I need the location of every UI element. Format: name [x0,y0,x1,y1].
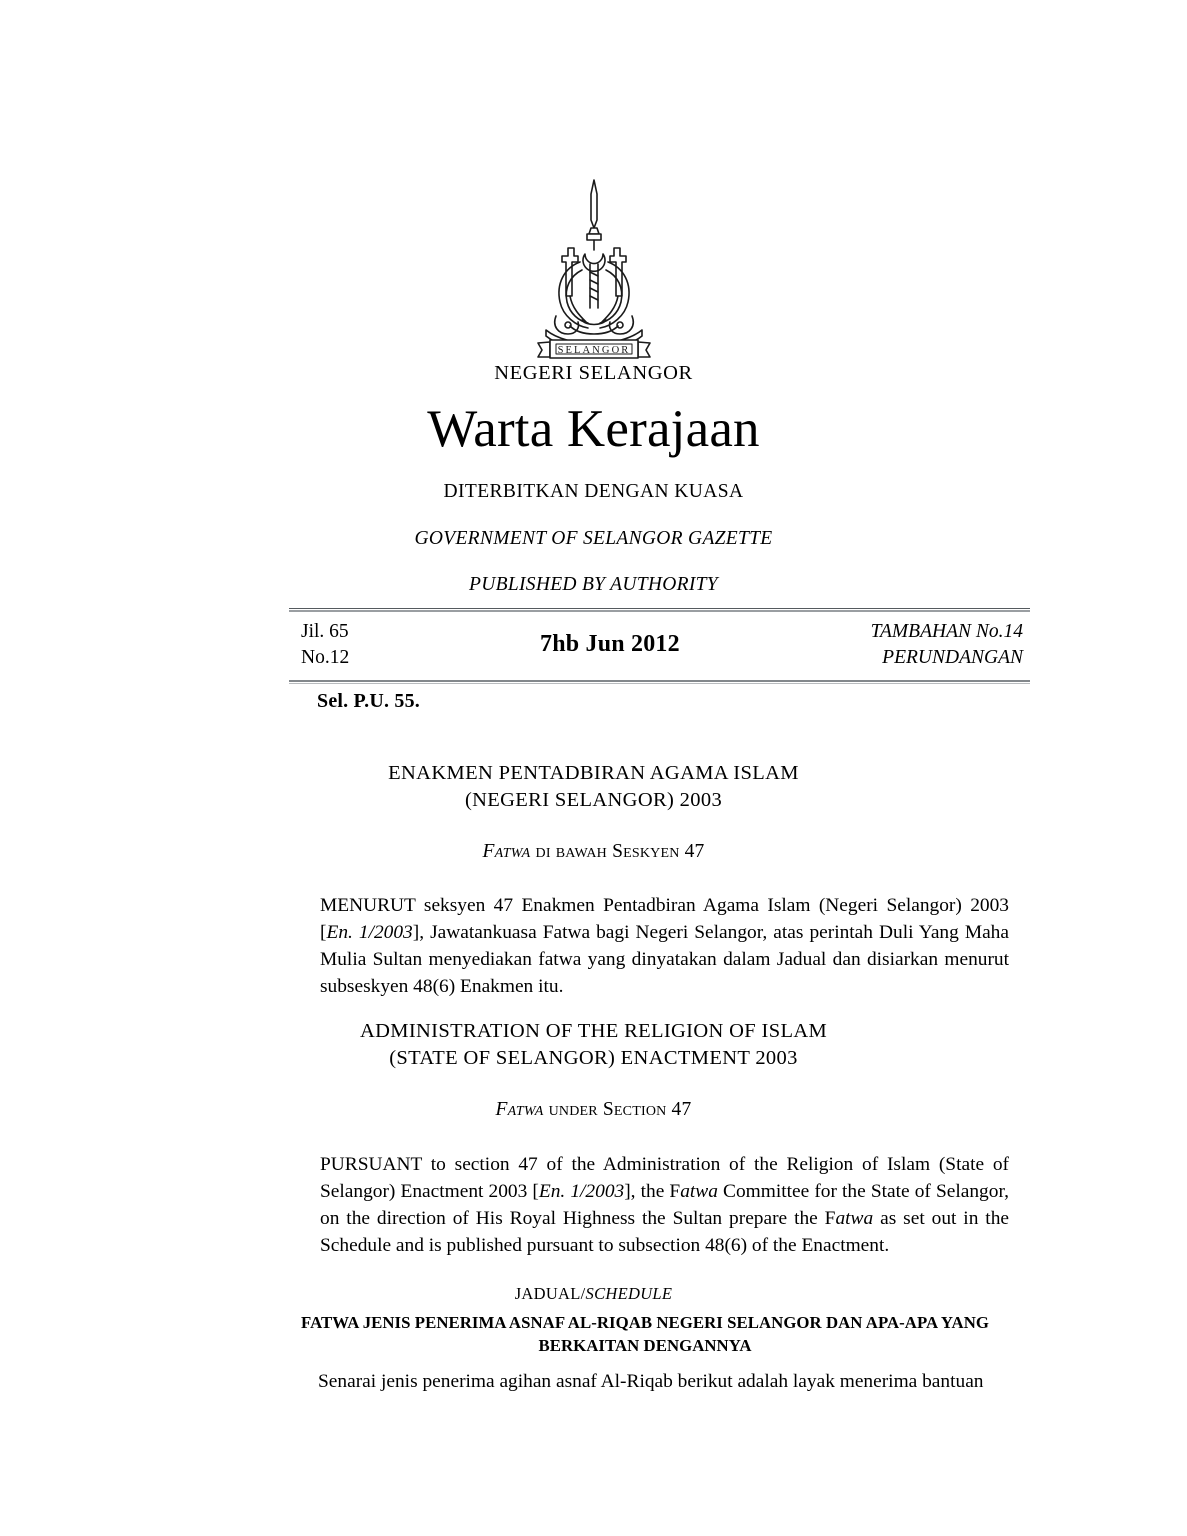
fatwa-word-malay: Fatwa [482,841,531,862]
fatwa-section-malay: Seskyen [612,841,680,862]
enactment-heading-english-line1: ADMINISTRATION OF THE RELIGION OF ISLAM [359,1020,828,1042]
state-name: NEGERI SELANGOR [494,362,693,384]
issue-volume: Jil. 65 [301,621,349,642]
schedule-label [0,1284,1187,1304]
coat-of-arms-container [0,176,1187,362]
gazette-title-english: GOVERNMENT OF SELANGOR GAZETTE [414,528,773,549]
paragraph-english-part4: as set out in the Schedule and is published pursuant to subsection 48(6) of the Enactment. [320,1207,1009,1256]
enactment-heading-malay-line1: ENAKMEN PENTADBIRAN AGAMA ISLAM [388,762,799,784]
issue-volume-number [301,619,349,671]
fatwa-section-english: Section [602,1099,667,1120]
page-title: Warta Kerajaan [427,400,760,458]
issue-bar [289,608,1030,684]
issue-bar-row [289,612,1030,680]
fatwa-section-number-english: 47 [671,1099,692,1120]
paragraph-malay-citation: En. 1/2003 [326,921,413,943]
enactment-heading-malay-line2: (NEGERI SELANGOR) 2003 [464,789,723,812]
selangor-coat-of-arms-icon [524,176,664,362]
fatwa-word-english: Fatwa [495,1099,544,1120]
enactment-heading-english [0,1018,1187,1072]
fatwa-under-malay: di bawah [535,841,607,862]
paragraph-english-part2: ], the F [624,1180,681,1202]
enactment-heading-english-line2: (STATE OF SELANGOR) ENACTMENT 2003 [389,1047,798,1070]
fatwa-subheading-malay [0,841,1187,863]
issue-bar-bottom-rule [289,680,1030,684]
notice-paragraph-malay [320,893,1009,1001]
fatwa-section-number-malay: 47 [684,841,705,862]
published-by-authority-malay: DITERBITKAN DENGAN KUASA [443,481,744,502]
paragraph-malay-part1: MENURUT seksyen 47 Enakmen Pentadbiran Agama Islam (Negeri Selangor) 2003 [ [320,895,1009,943]
schedule-intro-text: Senarai jenis penerima agihan asnaf Al-Riqab berikut adalah layak menerima bantuan [318,1371,984,1392]
paragraph-english-part1: PURSUANT to section 47 of the Administration of the Religion of Islam (State of Selangor) Enactment 2003 [ [320,1154,1009,1202]
enactment-heading-malay [0,760,1187,814]
paragraph-english-fatwa-2: atwa [835,1207,874,1229]
schedule-label-malay: JADUAL/ [514,1284,586,1303]
emblem-banner-text: SELANGOR [557,345,630,356]
schedule-label-english: SCHEDULE [585,1284,673,1303]
paragraph-malay-part2: ], Jawatankuasa Fatwa bagi Negeri Selangor, atas perintah Duli Yang Maha Mulia Sultan menyediakan fatwa yang dinyatakan dalam Jadual dan disiarkan menurut subseskyen 48(6) Enakmen itu. [320,921,1009,997]
published-by-authority-english: PUBLISHED BY AUTHORITY [469,574,718,595]
schedule-title: FATWA JENIS PENERIMA ASNAF AL-RIQAB NEGERI SELANGOR DAN APA-APA YANG BERKAITAN DENGANNYA [301,1313,989,1356]
fatwa-under-english: under [548,1099,598,1120]
supplement-line-1: TAMBAHAN No.14 [870,621,1023,642]
paragraph-english-part3: Committee for the State of Selangor, on the direction of His Royal Highness the Sultan prepare the F [320,1180,1009,1229]
issue-number: No.12 [301,646,350,668]
notice-paragraph-english [320,1152,1009,1260]
issue-bar-top-rule [289,608,1030,612]
paragraph-english-citation: En. 1/2003 [538,1180,625,1202]
pu-number: Sel. P.U. 55. [317,690,420,712]
paragraph-english-fatwa-1: atwa [680,1180,718,1202]
fatwa-subheading-english [0,1099,1187,1121]
supplement-line-2: PERUNDANGAN [882,646,1023,668]
issue-supplement [871,619,1023,671]
issue-date: 7hb Jun 2012 [540,631,680,658]
